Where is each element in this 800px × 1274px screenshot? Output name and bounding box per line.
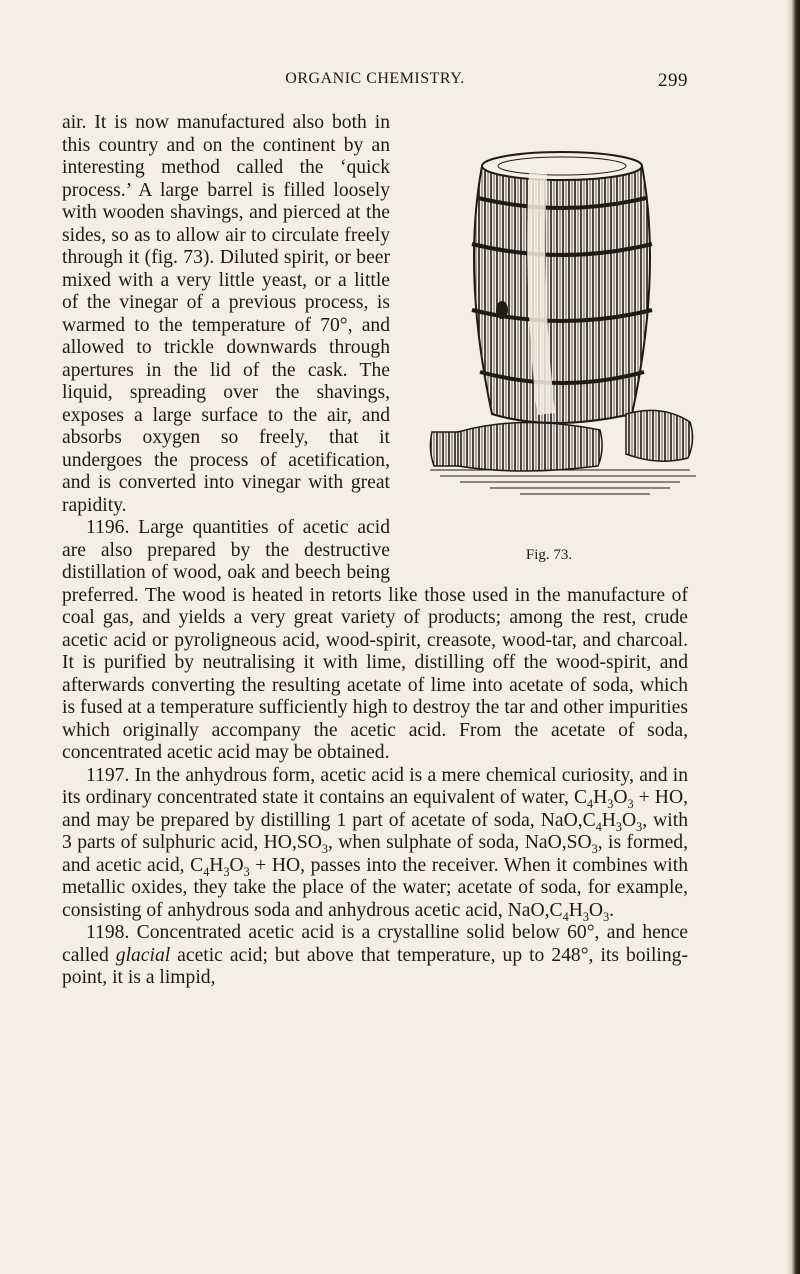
text-run: H	[209, 854, 224, 876]
text-run: O	[229, 854, 244, 876]
subscript: 3	[591, 841, 598, 856]
paragraph	[62, 922, 688, 990]
subscript: 3	[603, 909, 610, 924]
barrel-illustration	[400, 114, 698, 544]
text-run: O	[622, 809, 637, 831]
text-run: 1198. Concentrated acetic acid is a crystalline solid below 60°, and hence called	[62, 922, 688, 966]
text-run: 1196. Large quantities of acetic acid are also prepared by the destructive distillation of wood, oak and beech being preferred. The wood is heated in retorts like those used in the manufacture of coal gas, and yields a very great variety of products; among the rest, crude acetic acid or pyroligneous acid, wood-spirit, creasote, wood-tar, and charcoal. It is purified by neutralising it with lime, distilling off the wood-spirit, and afterwards converting the resulting acetate of lime into acetate of soda, which is fused at a temperature sufficiently high to destroy the tar and other impurities which originally accompany the acetic acid. From the acetate of soda, concentrated acetic acid may be obtained.	[62, 517, 688, 763]
subscript: 3	[223, 864, 230, 879]
subscript: 3	[615, 819, 622, 834]
subscript: 4	[203, 864, 210, 879]
text-run: , is formed, and acetic acid, C	[62, 832, 688, 876]
text-run: H	[568, 899, 583, 921]
text-run: H	[593, 787, 608, 808]
subscript: 3	[582, 909, 589, 924]
figure-73	[400, 114, 698, 566]
subscript: 3	[243, 864, 250, 879]
text-run: , when sulphate of soda, NaO,SO	[327, 832, 592, 853]
page-header	[62, 70, 688, 94]
subscript: 3	[636, 819, 643, 834]
text-run: O	[588, 899, 604, 921]
text-run: + HO, passes into the receiver. When it combines with metallic oxides, they take the place of the water; acetate of soda, for example, consisting of anhydrous soda and anhydrous acetic acid, NaO,C	[62, 854, 688, 921]
text-run: .	[609, 899, 615, 921]
text-run: air. It is now manufactured also both in this country and on the continent by an interesting method called the ‘quick process.’ A large barrel is filled loosely with wooden shavings, and pierced at the sides, so as to allow air to circulate freely through it (fig. 73). Diluted spirit, or beer mixed with a very little yeast, or a little of the vinegar of a previous process, is warmed to the temperature of 70°, and allowed to trickle downwards through apertures in the lid of the cask. The liquid, spreading over the shavings, exposes a large surface to the air, and absorbs oxygen so freely, that it undergoes the process of acetification, and is converted into vinegar with great rapidity.	[62, 112, 390, 516]
text-run: + HO, and may be prepared by distilling 1 part of acetate of soda, NaO,C	[62, 787, 688, 831]
figure-caption: Fig. 73.	[525, 547, 573, 563]
paragraph	[62, 765, 688, 923]
body-text	[62, 112, 688, 990]
text-run: , with 3 parts of sulphuric acid, HO,SO	[62, 809, 688, 853]
text-run: O	[613, 787, 628, 808]
book-spine-edge	[786, 0, 800, 1274]
running-head: ORGANIC CHEMISTRY.	[285, 70, 465, 87]
text-run: 1197. In the anhydrous form, acetic acid is a mere chemical curiosity, and in its ordinary concentrated state it contains an equivalent of water, C	[62, 764, 688, 808]
subscript: 4	[595, 819, 602, 834]
subscript: 3	[321, 841, 328, 856]
subscript: 4	[562, 909, 569, 924]
text-run: H	[601, 809, 616, 831]
page-number: 299	[658, 70, 688, 91]
text-run: acetic acid; but above that temperature, up to 248°, its boiling-point, it is a limpid,	[62, 944, 688, 988]
italic-term: glacial	[115, 944, 171, 966]
subscript: 4	[587, 796, 594, 811]
subscript: 3	[607, 796, 614, 811]
subscript: 3	[627, 796, 634, 811]
